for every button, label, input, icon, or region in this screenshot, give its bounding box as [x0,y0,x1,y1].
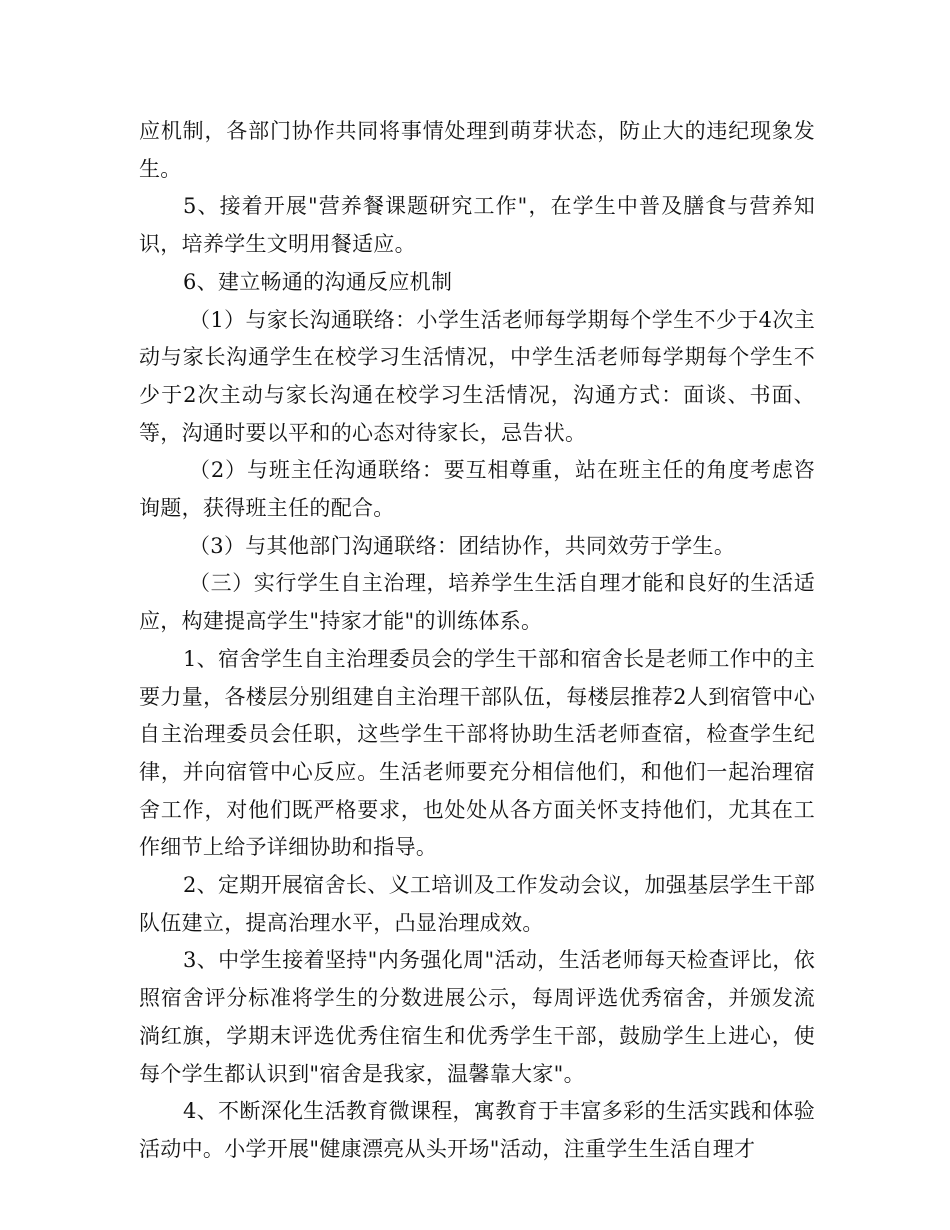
paragraph-8: 1、宿舍学生自主治理委员会的学生干部和宿舍长是老师工作中的主要力量，各楼层分别组建自主治理干部队伍，每楼层推荐2人到宿管中心自主治理委员会任职，这些学生干部将协助生活老师查宿，检查学生纪律，并向宿管中心反应。生活老师要充分相信他们，和他们一起治理宿舍工作，对他们既严格要求，也处处从各方面关怀支持他们，尤其在工作细节上给予详细协助和指导。 [139,646,815,860]
paragraph-2: 5、接着开展"营养餐课题研究工作"，在学生中普及膳食与营养知识，培养学生文明用餐适应。 [139,194,815,257]
paragraph-11: 4、不断深化生活教育微课程，寓教育于丰富多彩的生活实践和体验活动中。小学开展"健康漂亮从头开场"活动，注重学生生活自理才 [139,1099,815,1161]
paragraph-4: （1）与家长沟通联络：小学生活老师每学期每个学生不少于4次主动与家长沟通学生在校学习生活情况，中学生活老师每学期每个学生不少于2次主动与家长沟通在校学习生活情况，沟通方式：面谈、书面、等，沟通时要以平和的心态对待家长，忌告状。 [139,307,815,445]
paragraph-7: （三）实行学生自主治理，培养学生生活自理才能和良好的生活适应，构建提高学生"持家才能"的训练体系。 [139,571,815,634]
document-page [139,113,815,1169]
paragraph-3: 6、建立畅通的沟通反应机制 [183,269,453,294]
paragraph-6: （3）与其他部门沟通联络：团结协作，共同效劳于学生。 [189,533,736,558]
paragraph-1: 应机制，各部门协作共同将事情处理到萌芽状态，防止大的违纪现象发生。 [139,119,815,181]
paragraph-5: （2）与班主任沟通联络：要互相尊重，站在班主任的角度考虑咨询题，获得班主任的配合。 [139,458,815,521]
paragraph-10: 3、中学生接着坚持"内务强化周"活动，生活老师每天检查评比，依照宿舍评分标准将学生的分数进展公示，每周评选优秀宿舍，并颁发流淌红旗，学期末评选优秀住宿生和优秀学生干部，鼓励学生上进心，使每个学生都认识到"宿舍是我家，温馨靠大家"。 [139,948,815,1086]
paragraph-9: 2、定期开展宿舍长、义工培训及工作发动会议，加强基层学生干部队伍建立，提高治理水平，凸显治理成效。 [139,873,815,935]
